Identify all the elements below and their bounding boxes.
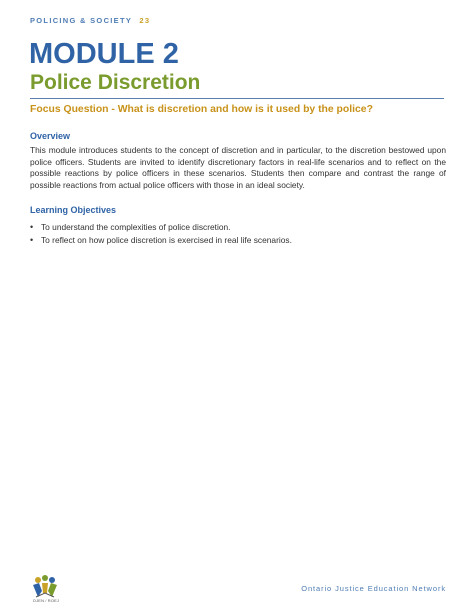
running-header [30, 16, 150, 25]
overview-text: This module introduces students to the concept of discretion and in particular, to the discretion bestowed upon police officers. Students are invited to identify discretionary factors in real-life scenarios and to reflect on the possible reactions by police officers in these scenarios. Students then compare and contrast the range of possible reactions from actual police officers with those in an ideal society. [30, 145, 446, 190]
bullet-icon: • [30, 222, 34, 232]
objective-text: To understand the complexities of police discretion. [41, 222, 231, 232]
focus-question: Focus Question - What is discretion and how is it used by the police? [30, 104, 373, 115]
footer-organization: Ontario Justice Education Network [301, 584, 446, 593]
objective-text: To reflect on how police discretion is exercised in real life scenarios. [41, 234, 292, 245]
module-subtitle: Police Discretion [30, 71, 201, 94]
bullet-icon: • [30, 234, 34, 245]
overview-heading: Overview [30, 131, 71, 141]
list-item [30, 234, 446, 247]
learning-objectives-list [30, 221, 446, 246]
page-number: 23 [139, 16, 151, 25]
logo-text: OJEN ⁄ ROEJ [32, 598, 60, 603]
list-item [30, 221, 446, 234]
title-divider [30, 98, 444, 99]
learning-objectives-heading: Learning Objectives [30, 205, 117, 215]
header-section: POLICING & SOCIETY [30, 16, 133, 25]
module-title: MODULE 2 [29, 38, 179, 70]
